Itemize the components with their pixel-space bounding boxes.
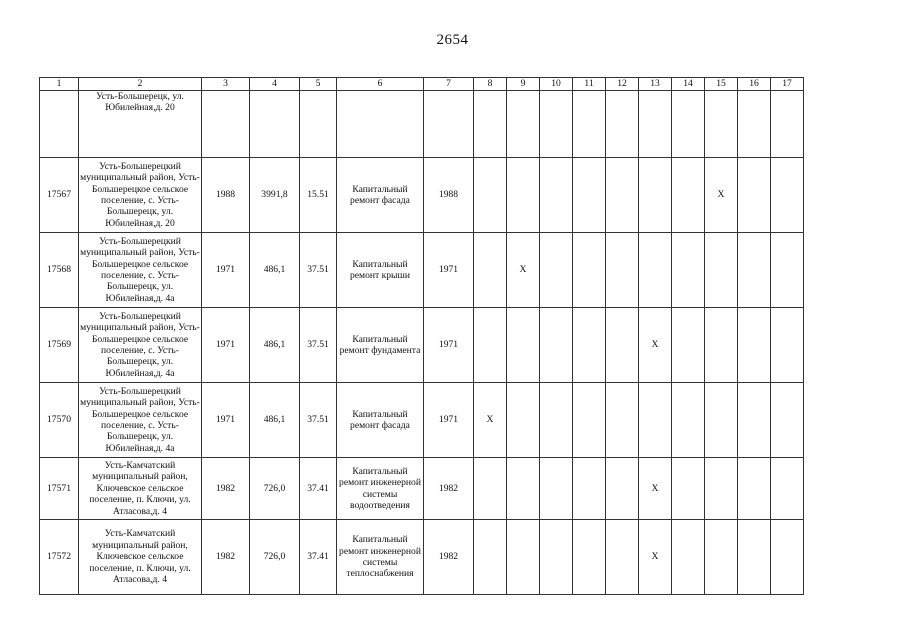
mark-cell: X: [639, 458, 672, 520]
cell: [300, 91, 337, 158]
row-year-built: 1988: [202, 158, 250, 233]
row-work-type: Капитальный ремонт крыши: [337, 233, 424, 308]
mark-cell: [474, 233, 507, 308]
row-work-type: Капитальный ремонт фасада: [337, 158, 424, 233]
mark-cell: X: [474, 383, 507, 458]
mark-cell: [672, 458, 705, 520]
mark-cell: [738, 383, 771, 458]
row-area: 726,0: [250, 458, 300, 520]
mark-cell: [474, 308, 507, 383]
mark-cell: [771, 308, 804, 383]
row-id: 17570: [40, 383, 79, 458]
mark-cell: [672, 308, 705, 383]
mark-cell: [540, 308, 573, 383]
cell: [606, 91, 639, 158]
table-row: [40, 233, 804, 308]
row-id: 17571: [40, 458, 79, 520]
column-header: 4: [250, 78, 300, 91]
table-row: [40, 308, 804, 383]
page-number: 2654: [436, 32, 469, 48]
mark-cell: [606, 520, 639, 595]
mark-cell: X: [705, 158, 738, 233]
row-year: 1971: [424, 383, 474, 458]
mark-cell: [738, 308, 771, 383]
row-year-built: 1971: [202, 233, 250, 308]
mark-cell: [771, 458, 804, 520]
cell: [540, 91, 573, 158]
mark-cell: [738, 233, 771, 308]
cell: [507, 91, 540, 158]
column-header: 15: [705, 78, 738, 91]
column-header: 14: [672, 78, 705, 91]
column-header: 13: [639, 78, 672, 91]
row-year-built: 1982: [202, 520, 250, 595]
row-rate: 15.51: [300, 158, 337, 233]
row-year-built: 1982: [202, 458, 250, 520]
row-work-type: Капитальный ремонт фасада: [337, 383, 424, 458]
table-row: [40, 158, 804, 233]
register-body: [40, 91, 804, 595]
mark-cell: [771, 158, 804, 233]
cell: [337, 91, 424, 158]
row-year: 1971: [424, 233, 474, 308]
mark-cell: X: [639, 520, 672, 595]
cell: [202, 91, 250, 158]
cell: [424, 91, 474, 158]
continuation-address: Усть-Большерецк, ул. Юбилейная,д. 20: [79, 91, 202, 158]
mark-cell: [771, 383, 804, 458]
mark-cell: [738, 458, 771, 520]
mark-cell: [606, 308, 639, 383]
cell: [250, 91, 300, 158]
table-row: [40, 458, 804, 520]
cell: [573, 91, 606, 158]
mark-cell: [573, 158, 606, 233]
row-address: Усть-Большерецкий муниципальный район, Усть-Большерецкое сельское поселение, с. Усть-Большерецк, ул. Юбилейная,д. 20: [79, 158, 202, 233]
row-area: 726,0: [250, 520, 300, 595]
mark-cell: [672, 233, 705, 308]
cell: [40, 91, 79, 158]
mark-cell: [573, 308, 606, 383]
column-header: 16: [738, 78, 771, 91]
continuation-row: [40, 91, 804, 158]
mark-cell: [606, 458, 639, 520]
mark-cell: X: [507, 233, 540, 308]
row-address: Усть-Большерецкий муниципальный район, Усть-Большерецкое сельское поселение, с. Усть-Большерецк, ул. Юбилейная,д. 4а: [79, 233, 202, 308]
mark-cell: [474, 158, 507, 233]
mark-cell: [507, 520, 540, 595]
column-header: 3: [202, 78, 250, 91]
row-work-type: Капитальный ремонт фундамента: [337, 308, 424, 383]
column-header: 9: [507, 78, 540, 91]
row-work-type: Капитальный ремонт инженерной системы водоотведения: [337, 458, 424, 520]
row-work-type: Капитальный ремонт инженерной системы теплоснабжения: [337, 520, 424, 595]
mark-cell: [540, 458, 573, 520]
table-row: [40, 383, 804, 458]
row-address: Усть-Камчатский муниципальный район, Ключевское сельское поселение, п. Ключи, ул. Атласова,д. 4: [79, 520, 202, 595]
column-header: 5: [300, 78, 337, 91]
row-rate: 37.51: [300, 383, 337, 458]
row-area: 3991,8: [250, 158, 300, 233]
register-table: [39, 77, 804, 595]
mark-cell: [474, 458, 507, 520]
row-rate: 37.41: [300, 520, 337, 595]
row-rate: 37.41: [300, 458, 337, 520]
row-year: 1988: [424, 158, 474, 233]
row-id: 17567: [40, 158, 79, 233]
cell: [474, 91, 507, 158]
mark-cell: [639, 233, 672, 308]
mark-cell: [606, 383, 639, 458]
mark-cell: [738, 520, 771, 595]
mark-cell: [573, 458, 606, 520]
mark-cell: [771, 233, 804, 308]
row-year: 1982: [424, 520, 474, 595]
row-year-built: 1971: [202, 308, 250, 383]
mark-cell: [639, 383, 672, 458]
column-header: 7: [424, 78, 474, 91]
row-address: Усть-Большерецкий муниципальный район, Усть-Большерецкое сельское поселение, с. Усть-Большерецк, ул. Юбилейная,д. 4а: [79, 308, 202, 383]
mark-cell: [771, 520, 804, 595]
mark-cell: [705, 383, 738, 458]
column-header: 8: [474, 78, 507, 91]
row-id: 17569: [40, 308, 79, 383]
mark-cell: [672, 520, 705, 595]
mark-cell: [507, 308, 540, 383]
mark-cell: X: [639, 308, 672, 383]
row-address: Усть-Большерецкий муниципальный район, Усть-Большерецкое сельское поселение, с. Усть-Большерецк, ул. Юбилейная,д. 4а: [79, 383, 202, 458]
row-year: 1982: [424, 458, 474, 520]
table-row: [40, 520, 804, 595]
cell: [639, 91, 672, 158]
row-area: 486,1: [250, 383, 300, 458]
cell: [672, 91, 705, 158]
column-header: 11: [573, 78, 606, 91]
mark-cell: [705, 458, 738, 520]
mark-cell: [540, 158, 573, 233]
mark-cell: [705, 233, 738, 308]
column-header: 2: [79, 78, 202, 91]
mark-cell: [507, 458, 540, 520]
mark-cell: [705, 520, 738, 595]
row-area: 486,1: [250, 233, 300, 308]
mark-cell: [705, 308, 738, 383]
mark-cell: [672, 383, 705, 458]
row-id: 17572: [40, 520, 79, 595]
mark-cell: [573, 233, 606, 308]
column-header: 17: [771, 78, 804, 91]
row-year: 1971: [424, 308, 474, 383]
row-id: 17568: [40, 233, 79, 308]
mark-cell: [672, 158, 705, 233]
mark-cell: [573, 520, 606, 595]
mark-cell: [606, 233, 639, 308]
row-rate: 37.51: [300, 308, 337, 383]
cell: [705, 91, 738, 158]
mark-cell: [639, 158, 672, 233]
row-address: Усть-Камчатский муниципальный район, Ключевское сельское поселение, п. Ключи, ул. Атласова,д. 4: [79, 458, 202, 520]
mark-cell: [738, 158, 771, 233]
mark-cell: [507, 383, 540, 458]
mark-cell: [606, 158, 639, 233]
mark-cell: [540, 233, 573, 308]
row-area: 486,1: [250, 308, 300, 383]
column-header: 10: [540, 78, 573, 91]
column-header: 6: [337, 78, 424, 91]
cell: [738, 91, 771, 158]
row-rate: 37.51: [300, 233, 337, 308]
column-header: 1: [40, 78, 79, 91]
header-row: [40, 78, 804, 91]
row-year-built: 1971: [202, 383, 250, 458]
mark-cell: [540, 383, 573, 458]
cell: [771, 91, 804, 158]
mark-cell: [540, 520, 573, 595]
mark-cell: [573, 383, 606, 458]
column-header: 12: [606, 78, 639, 91]
mark-cell: [474, 520, 507, 595]
mark-cell: [507, 158, 540, 233]
